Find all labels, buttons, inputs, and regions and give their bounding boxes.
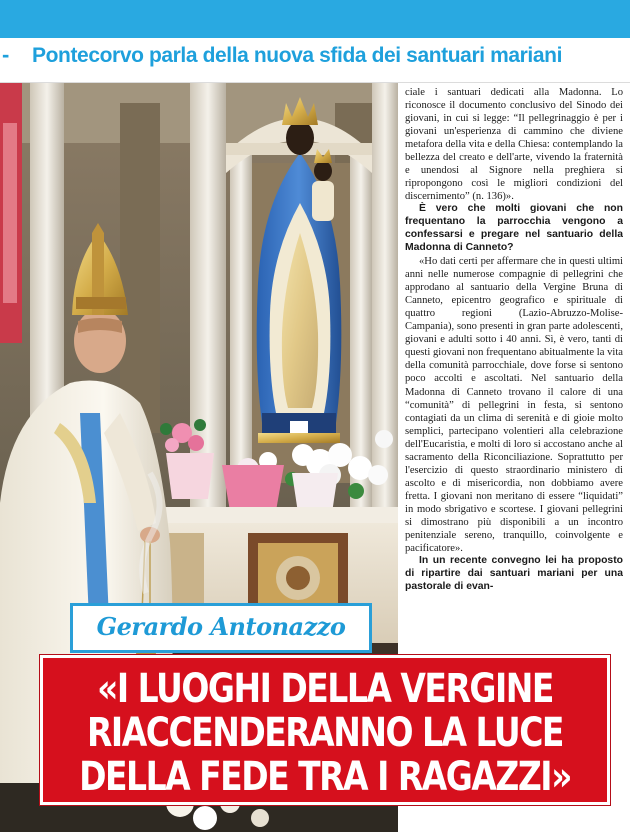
- interviewee-name: Gerardo Antonazzo: [96, 612, 346, 641]
- headline-box: [40, 655, 610, 805]
- page-title: Pontecorvo parla della nuova sfida dei santuari mariani: [32, 44, 562, 67]
- headline-line-2: RIACCENDERANNO LA LUCE: [87, 708, 563, 756]
- top-color-bar: [0, 0, 630, 38]
- name-caption-box: [70, 603, 372, 653]
- headline-line-3: DELLA FEDE TRA I RAGAZZI»: [79, 752, 571, 800]
- article-column: [405, 86, 623, 652]
- title-dash: -: [2, 42, 10, 67]
- interview-question: È vero che molti giovani che non frequentano la parrocchia vengono a confessarsi e pregare nel santuario della Madonna di Canneto?: [405, 203, 623, 254]
- interview-question: In un recente convegno lei ha proposto di ripartire dai santuari mariani per una pastorale di evan-: [405, 555, 623, 592]
- headline-line-1: «I LUOGHI DELLA VERGINE: [97, 664, 553, 712]
- interview-answer: «Ho dati certi per affermare che in questi ultimi anni nelle numerose compagnie di pellegrini che approdano al santuario della Vergine Bruna di Canneto, epicentro geografico e spirituale di quattro regioni (Lazio-Abruzzo-Molise-Campania), sono presenti in gran parte adolescenti, giovani e adulti sotto i 40 anni. Sì, è vero, tanti di questi giovani non frequentano abitualmente la vita della comunità parrocchiale, dove forse si sentono poco accolti e ascoltati. Nel santuario della Madonna di Canneto trovano il calore di una “comunità” di pellegrini in festa, si sentono contagiati da un clima di serenità e di gioie molto semplici, partecipano volentieri alla celebrazione dell'Eucaristia, e molti di loro si accostano anche al sacramento della Riconciliazione. Soprattutto per l'esercizio di questo straordinario ministero di ascolto e di misericordia, non dobbiamo avere fretta. I giovani non meritano di essere “liquidati” in modo sbrigativo e scortese. I giovani pellegrini si dimostrano più disponibili a un incontro penitenziale sereno, tranquillo, coinvolgente e pacificatore».: [405, 256, 623, 555]
- article-paragraph: ciale i santuari dedicati alla Madonna. Lo riconosce il documento conclusivo del Sinodo dei giovani, in cui si legge: “Il pellegrinaggio è per i giovani un'esperienza di cammino che diviene metafora della vita e della Chiesa: contemplando la bellezza del creato e dell'arte, vivendo la fraternità e unendosi al Signore nella preghiera si ripropongono così le migliori condizioni del discernimento” (n. 136)».: [405, 87, 623, 203]
- section-title-strip: [0, 38, 630, 83]
